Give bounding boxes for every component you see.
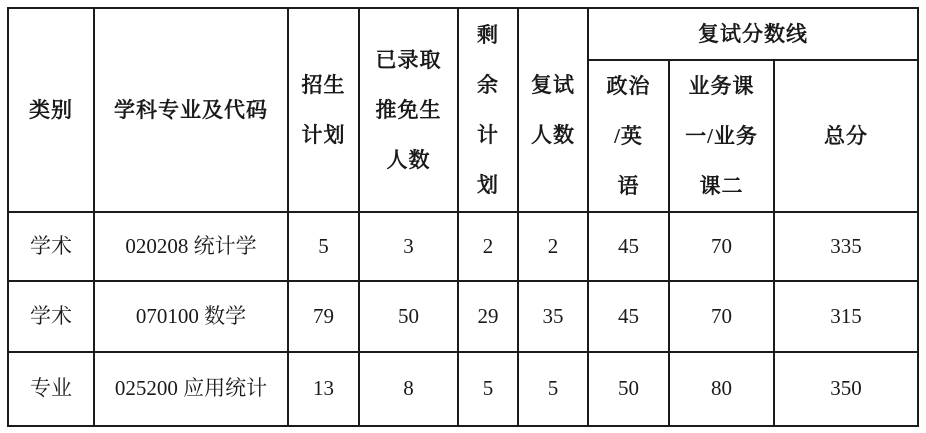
cell-total-score: 350 xyxy=(774,352,918,426)
cell-remaining-plan: 5 xyxy=(458,352,518,426)
header-admitted-tuimian-line3: 人数 xyxy=(386,148,431,172)
cell-category: 学术 xyxy=(8,281,94,352)
header-remaining-plan-line2: 余 xyxy=(477,73,499,97)
header-business-course-line2: 一/业务 xyxy=(685,124,758,148)
header-total-score-label: 总分 xyxy=(824,124,868,148)
cell-remaining-plan: 2 xyxy=(458,212,518,281)
header-total-score xyxy=(774,60,918,212)
table-row xyxy=(8,352,918,426)
cell-retest-count: 2 xyxy=(518,212,588,281)
cell-admitted-tuimian: 8 xyxy=(359,352,458,426)
header-admitted-tuimian-line1: 已录取 xyxy=(375,48,442,72)
header-major-code xyxy=(94,8,288,212)
cell-major-code: 070100 数学 xyxy=(94,281,288,352)
header-category-label: 类别 xyxy=(29,98,73,122)
header-category xyxy=(8,8,94,212)
header-remaining-plan-line4: 划 xyxy=(477,173,499,197)
header-retest-score-line xyxy=(588,8,918,60)
cell-enroll-plan: 79 xyxy=(288,281,359,352)
cell-politics-english: 45 xyxy=(588,212,669,281)
header-admitted-tuimian xyxy=(359,8,458,212)
cell-category: 学术 xyxy=(8,212,94,281)
cell-business-course: 70 xyxy=(669,281,774,352)
header-enroll-plan-line2: 计划 xyxy=(301,123,346,147)
header-politics-english-line3: 语 xyxy=(617,174,640,198)
header-politics-english xyxy=(588,60,669,212)
header-row-top xyxy=(8,8,918,60)
header-enroll-plan xyxy=(288,8,359,212)
cell-major-code: 020208 统计学 xyxy=(94,212,288,281)
cell-politics-english: 45 xyxy=(588,281,669,352)
header-remaining-plan-line3: 计 xyxy=(477,123,499,147)
header-enroll-plan-line1: 招生 xyxy=(301,73,346,97)
header-politics-english-line1: 政治 xyxy=(606,74,651,98)
cell-admitted-tuimian: 3 xyxy=(359,212,458,281)
cell-total-score: 335 xyxy=(774,212,918,281)
cell-business-course: 70 xyxy=(669,212,774,281)
cell-major-code: 025200 应用统计 xyxy=(94,352,288,426)
cell-total-score: 315 xyxy=(774,281,918,352)
cell-politics-english: 50 xyxy=(588,352,669,426)
cell-enroll-plan: 5 xyxy=(288,212,359,281)
header-remaining-plan xyxy=(458,8,518,212)
cell-admitted-tuimian: 50 xyxy=(359,281,458,352)
table-row xyxy=(8,281,918,352)
header-retest-count xyxy=(518,8,588,212)
header-politics-english-line2: /英 xyxy=(614,124,643,148)
cell-enroll-plan: 13 xyxy=(288,352,359,426)
cell-category: 专业 xyxy=(8,352,94,426)
table-row xyxy=(8,212,918,281)
header-business-course-line1: 业务课 xyxy=(688,74,755,98)
header-business-course xyxy=(669,60,774,212)
header-major-code-label: 学科专业及代码 xyxy=(114,98,268,122)
header-business-course-line3: 课二 xyxy=(699,174,744,198)
header-retest-score-line-label: 复试分数线 xyxy=(698,22,808,46)
admission-table-container xyxy=(7,7,919,427)
cell-retest-count: 5 xyxy=(518,352,588,426)
cell-retest-count: 35 xyxy=(518,281,588,352)
header-retest-count-line1: 复试 xyxy=(531,73,575,97)
header-remaining-plan-line1: 剩 xyxy=(477,23,499,47)
cell-remaining-plan: 29 xyxy=(458,281,518,352)
header-retest-count-line2: 人数 xyxy=(531,123,575,147)
cell-business-course: 80 xyxy=(669,352,774,426)
admission-score-table xyxy=(7,7,919,427)
header-admitted-tuimian-line2: 推免生 xyxy=(375,98,442,122)
